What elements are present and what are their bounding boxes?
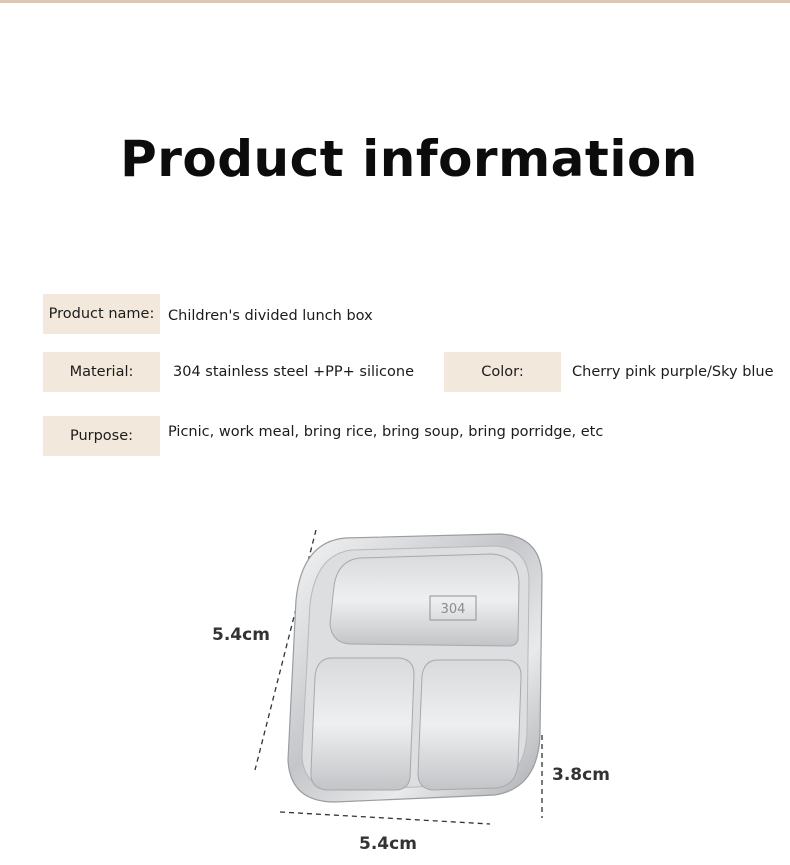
material-value: 304 stainless steel +PP+ silicone <box>173 364 415 380</box>
material-label: Material: <box>43 352 160 392</box>
color-value: Cherry pink purple/Sky blue <box>572 364 774 380</box>
product-name-label: Product name: <box>43 294 160 334</box>
top-divider <box>0 0 790 3</box>
product-name-value: Children's divided lunch box <box>168 308 373 324</box>
depth-dimension: 3.8cm <box>552 765 610 785</box>
steel-grade-text: 304 <box>440 602 466 617</box>
width-dimension: 5.4cm <box>359 834 417 854</box>
bottom-left-compartment <box>311 658 414 790</box>
height-dimension: 5.4cm <box>212 625 270 645</box>
page-title: Product information <box>120 130 698 188</box>
top-compartment <box>330 554 519 646</box>
color-label: Color: <box>444 352 561 392</box>
purpose-value: Picnic, work meal, bring rice, bring soup, bring porridge, etc <box>168 424 604 440</box>
lunch-box-image <box>240 520 570 840</box>
bottom-right-compartment <box>418 660 521 790</box>
purpose-label: Purpose: <box>43 416 160 456</box>
width-guide-line <box>280 812 490 824</box>
